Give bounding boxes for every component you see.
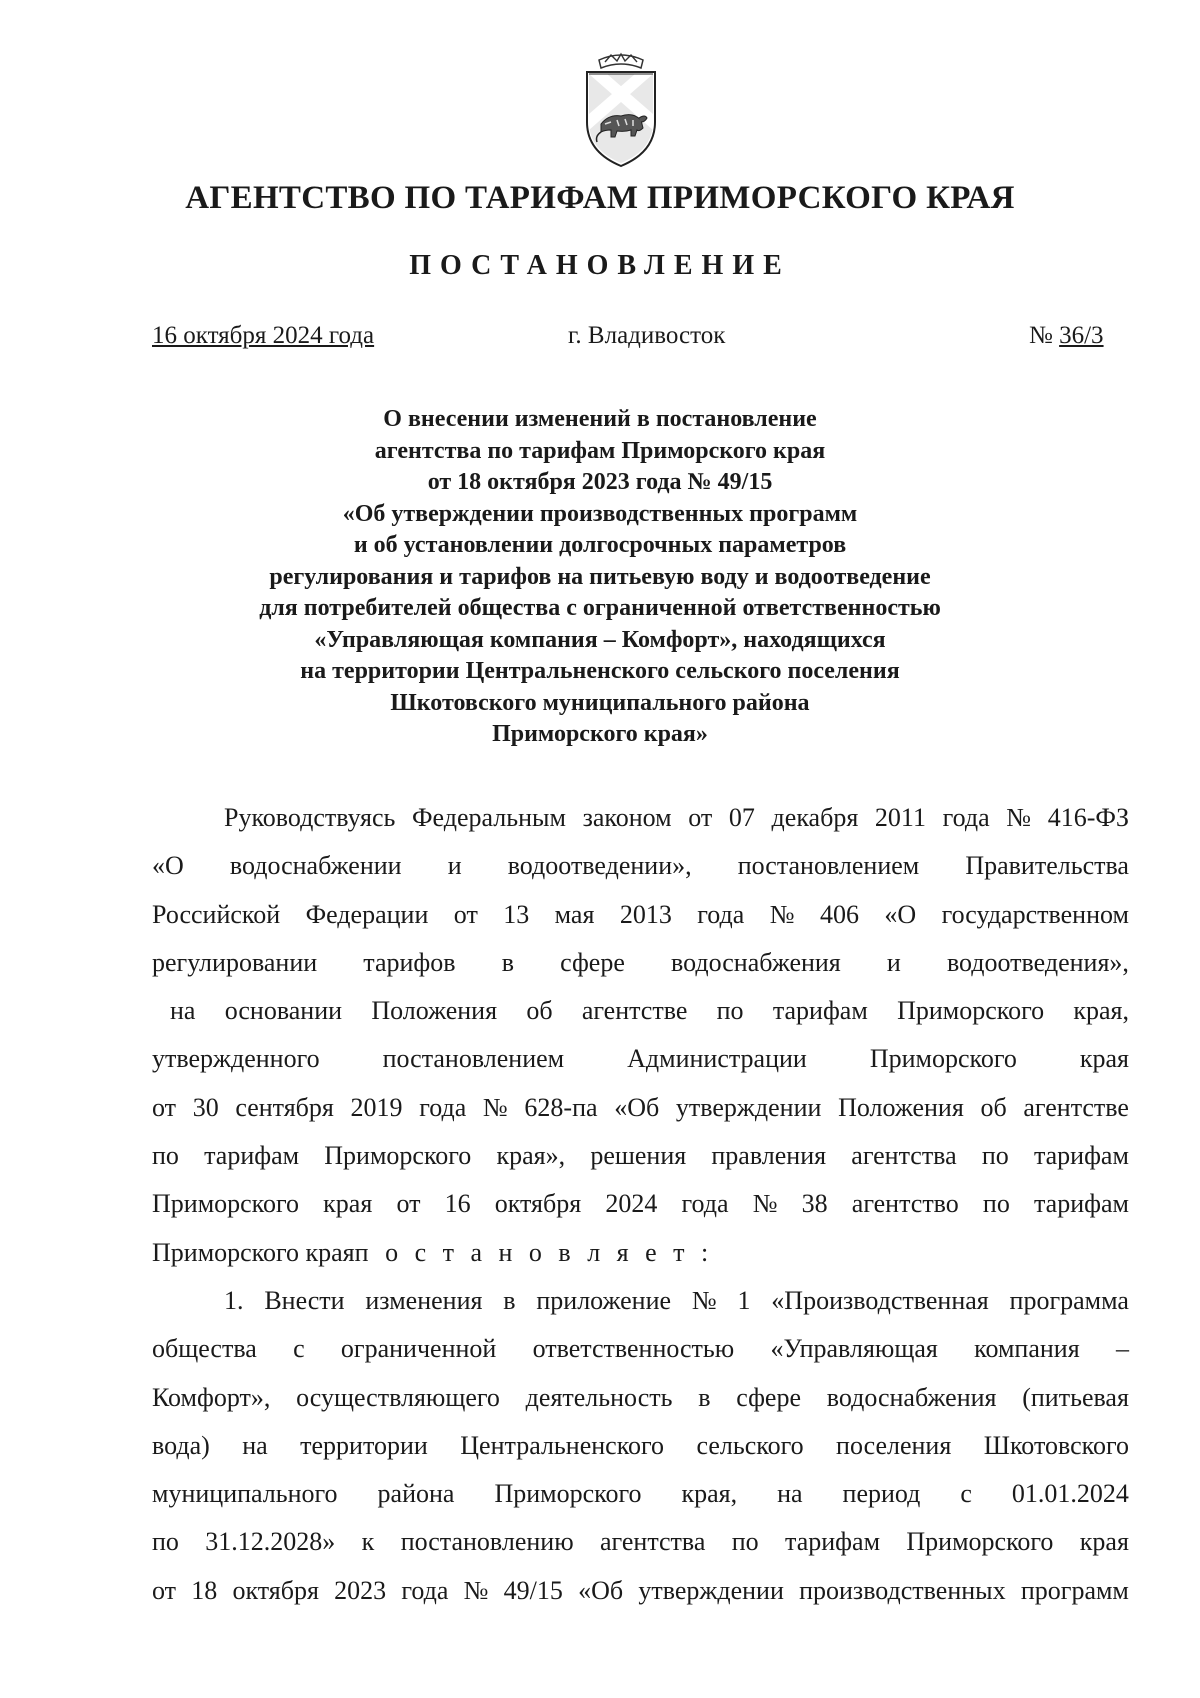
body-word: декабря	[771, 803, 859, 832]
body-word: «Об	[578, 1575, 624, 1605]
body-line	[152, 987, 1129, 1035]
body-word: №	[769, 899, 795, 929]
body-word: 628-па	[524, 1092, 598, 1122]
body-word: сфере	[736, 1382, 802, 1412]
body-line	[152, 1132, 1129, 1180]
body-word: мая	[554, 899, 595, 929]
body-word: решения	[590, 1141, 687, 1171]
heading-line: от 18 октября 2023 года № 49/15	[427, 469, 773, 495]
body-word: 13	[503, 899, 530, 929]
document-number-value: 36/3	[1059, 322, 1104, 349]
heading-line: на территории Центральненского сельского поселения	[300, 658, 900, 684]
body-word: (питьевая	[1022, 1382, 1129, 1412]
body-word: поселения	[836, 1430, 952, 1460]
body-word: сельского	[696, 1430, 804, 1460]
body-word: с	[293, 1334, 305, 1364]
body-word: утверждении	[675, 1092, 822, 1122]
body-word: правления	[711, 1141, 827, 1171]
document-city: г. Владивосток	[568, 322, 726, 349]
body-word: 31.12.2028»	[205, 1527, 336, 1557]
body-word: края»,	[496, 1141, 566, 1171]
body-line	[152, 1422, 1129, 1470]
body-line-text: Приморского края	[152, 1237, 355, 1267]
body-word: ответственностью	[532, 1334, 735, 1364]
body-word: программа	[1009, 1285, 1129, 1315]
body-word: регулировании	[152, 947, 318, 977]
body-line	[152, 1518, 1129, 1566]
body-word: Приморского	[897, 996, 1045, 1026]
body-word: от	[152, 1092, 177, 1122]
body-word: по	[152, 1141, 179, 1171]
body-word: «О	[884, 899, 917, 929]
body-word: постановлению	[400, 1527, 574, 1557]
body-word: 416-ФЗ	[1047, 803, 1129, 832]
body-word: в	[698, 1382, 711, 1412]
body-word: 1	[737, 1285, 751, 1315]
body-word: Приморского	[152, 1189, 300, 1219]
body-word: Руководствуясь	[224, 803, 396, 832]
body-word: тарифам	[1033, 1141, 1129, 1171]
document-body	[152, 794, 1129, 1615]
body-line	[152, 939, 1129, 987]
body-word: на	[242, 1430, 268, 1460]
body-word: вода)	[152, 1430, 210, 1460]
resolves-word: п о с т а н о в л я е т :	[354, 1237, 714, 1267]
body-word: 1.	[224, 1285, 244, 1315]
body-word: «Об	[614, 1092, 660, 1122]
body-word: от	[453, 899, 478, 929]
body-word: утверждении	[638, 1575, 784, 1605]
heading-line: «Управляющая компания – Комфорт», находящихся	[314, 626, 886, 653]
body-word: №	[1006, 803, 1032, 832]
body-word: об	[980, 1092, 1007, 1122]
body-word: Федерации	[305, 899, 429, 929]
body-word: года	[681, 1189, 729, 1219]
body-line	[152, 1567, 1129, 1615]
body-line	[152, 794, 1129, 842]
document-date: 16 октября 2024 года	[152, 322, 375, 349]
body-word: муниципального	[152, 1479, 338, 1509]
document-number	[1029, 322, 1104, 350]
body-word: тарифам	[772, 996, 868, 1026]
body-word: период	[842, 1479, 921, 1509]
body-word: в	[501, 947, 514, 977]
body-word: агентства	[600, 1527, 706, 1557]
body-word: «О	[152, 851, 184, 881]
body-word: от	[688, 803, 713, 832]
body-word: Российской	[152, 899, 281, 929]
body-word: года	[942, 803, 990, 832]
body-word: Приморского	[324, 1141, 472, 1171]
body-word: об	[526, 996, 553, 1026]
body-word: общества	[152, 1334, 257, 1364]
body-word: сентября	[235, 1092, 334, 1122]
body-word: основании	[224, 996, 343, 1026]
body-word: октября	[494, 1189, 582, 1219]
body-word: государственном	[941, 899, 1129, 929]
body-word: 07	[728, 803, 755, 832]
body-word: агентство	[851, 1189, 959, 1219]
body-word: по	[731, 1527, 759, 1557]
body-word: –	[1115, 1334, 1129, 1364]
heading-line: Приморского края»	[492, 721, 708, 747]
body-word: №	[482, 1092, 508, 1122]
body-word: 2024	[605, 1189, 658, 1219]
body-word: 2013	[619, 899, 672, 929]
body-word: на	[170, 996, 196, 1026]
body-word: №	[752, 1189, 778, 1219]
body-word: 16	[444, 1189, 471, 1219]
body-word: края,	[1073, 996, 1129, 1026]
body-word: утвержденного	[152, 1044, 320, 1074]
body-word: 2019	[350, 1092, 403, 1122]
body-line	[152, 891, 1129, 939]
body-word: 18	[191, 1575, 218, 1605]
heading-line: регулирования и тарифов на питьевую воду и водоотведение	[269, 563, 931, 590]
body-line	[152, 1180, 1129, 1228]
body-word: 406	[819, 899, 859, 929]
body-word: на	[777, 1479, 803, 1509]
body-word: водоотведения»,	[946, 947, 1129, 977]
body-line	[152, 1277, 1129, 1325]
body-word: тарифам	[204, 1141, 300, 1171]
body-word: осуществляющего	[296, 1382, 500, 1412]
body-word: №	[691, 1285, 717, 1315]
body-word: водоснабжения	[826, 1382, 997, 1412]
body-word: Шкотовского	[983, 1430, 1129, 1460]
body-word: Центральненского	[460, 1430, 665, 1460]
body-word: 2011	[874, 803, 926, 832]
heading-line: для потребителей общества с ограниченной ответственностью	[259, 595, 941, 621]
body-line	[152, 1325, 1129, 1373]
document-number-prefix: №	[1029, 322, 1060, 349]
heading-line: О внесении изменений в постановление	[383, 406, 817, 432]
heading-line: «Об утверждении производственных программ	[342, 500, 858, 527]
body-word: «Управляющая	[770, 1334, 938, 1364]
document-type-title: ПОСТАНОВЛЕНИЕ	[409, 250, 791, 281]
body-word: района	[377, 1479, 455, 1509]
body-word: 49/15	[503, 1575, 563, 1605]
body-word: Правительства	[965, 851, 1129, 881]
body-word: края,	[681, 1479, 738, 1509]
body-line	[152, 1374, 1129, 1422]
body-word: по	[982, 1189, 1010, 1219]
body-word: края	[323, 1189, 373, 1219]
body-word: края	[1079, 1044, 1129, 1074]
body-line	[152, 1084, 1129, 1132]
body-word: компания	[974, 1334, 1080, 1364]
body-word: Положения	[838, 1092, 964, 1122]
body-word: Администрации	[627, 1044, 807, 1074]
body-line	[152, 842, 1129, 890]
body-line-resolution	[152, 1229, 1129, 1277]
body-line	[152, 1470, 1129, 1518]
body-word: Комфорт»,	[152, 1382, 271, 1412]
body-word: программ	[1020, 1575, 1129, 1605]
body-word: октября	[232, 1575, 319, 1605]
body-word: в	[503, 1285, 516, 1315]
body-word: агентства	[851, 1141, 957, 1171]
document-heading	[180, 404, 1020, 751]
body-word: года	[697, 899, 745, 929]
agency-name: АГЕНТСТВО ПО ТАРИФАМ ПРИМОРСКОГО КРАЯ	[185, 180, 1015, 216]
body-word: года	[419, 1092, 467, 1122]
body-word: сфере	[560, 947, 625, 977]
body-word: 30	[192, 1092, 219, 1122]
coat-of-arms-icon	[581, 52, 661, 170]
body-word: Федеральным	[412, 803, 566, 832]
body-word: 01.01.2024	[1011, 1479, 1129, 1509]
heading-line: агентства по тарифам Приморского края	[374, 437, 826, 464]
body-word: приложение	[536, 1285, 672, 1315]
body-word: 38	[801, 1189, 828, 1219]
body-word: «Производственная	[771, 1285, 989, 1315]
body-word: постановлением	[737, 851, 920, 881]
heading-line: и об установлении долгосрочных параметров	[353, 532, 847, 558]
body-word: 2023	[334, 1575, 387, 1605]
body-word: Приморского	[494, 1479, 642, 1509]
body-word: Положения	[371, 996, 498, 1026]
body-word: постановлением	[382, 1044, 565, 1074]
body-word: ограниченной	[340, 1334, 497, 1364]
body-word: водоотведении»,	[507, 851, 692, 881]
body-word: и	[886, 947, 901, 977]
body-word: Приморского	[906, 1527, 1054, 1557]
body-word: и	[447, 851, 462, 881]
body-word: тарифам	[785, 1527, 881, 1557]
body-word: по	[716, 996, 744, 1026]
body-word: законом	[582, 803, 672, 832]
body-word: по	[981, 1141, 1009, 1171]
body-word: водоснабжении	[229, 851, 402, 881]
body-word: к	[361, 1527, 375, 1557]
body-word: Внести	[264, 1285, 345, 1315]
body-word: края	[1079, 1527, 1129, 1557]
body-word: от	[396, 1189, 421, 1219]
body-word: изменения	[365, 1285, 483, 1315]
body-word: территории	[300, 1430, 428, 1460]
body-word: по	[152, 1527, 179, 1557]
body-word: агентстве	[581, 996, 688, 1026]
body-word: Приморского	[869, 1044, 1017, 1074]
body-word: с	[960, 1479, 972, 1509]
body-word: водоснабжения	[671, 947, 841, 977]
heading-line: Шкотовского муниципального района	[390, 689, 810, 716]
body-word: деятельность	[525, 1382, 673, 1412]
body-word: тарифов	[363, 947, 456, 977]
body-word: года	[401, 1575, 449, 1605]
body-word: от	[152, 1575, 177, 1605]
body-word: №	[463, 1575, 489, 1605]
body-word: тарифам	[1033, 1189, 1129, 1219]
body-word: производственных	[799, 1575, 1006, 1605]
body-word: агентстве	[1023, 1092, 1129, 1122]
body-line	[152, 1035, 1129, 1083]
